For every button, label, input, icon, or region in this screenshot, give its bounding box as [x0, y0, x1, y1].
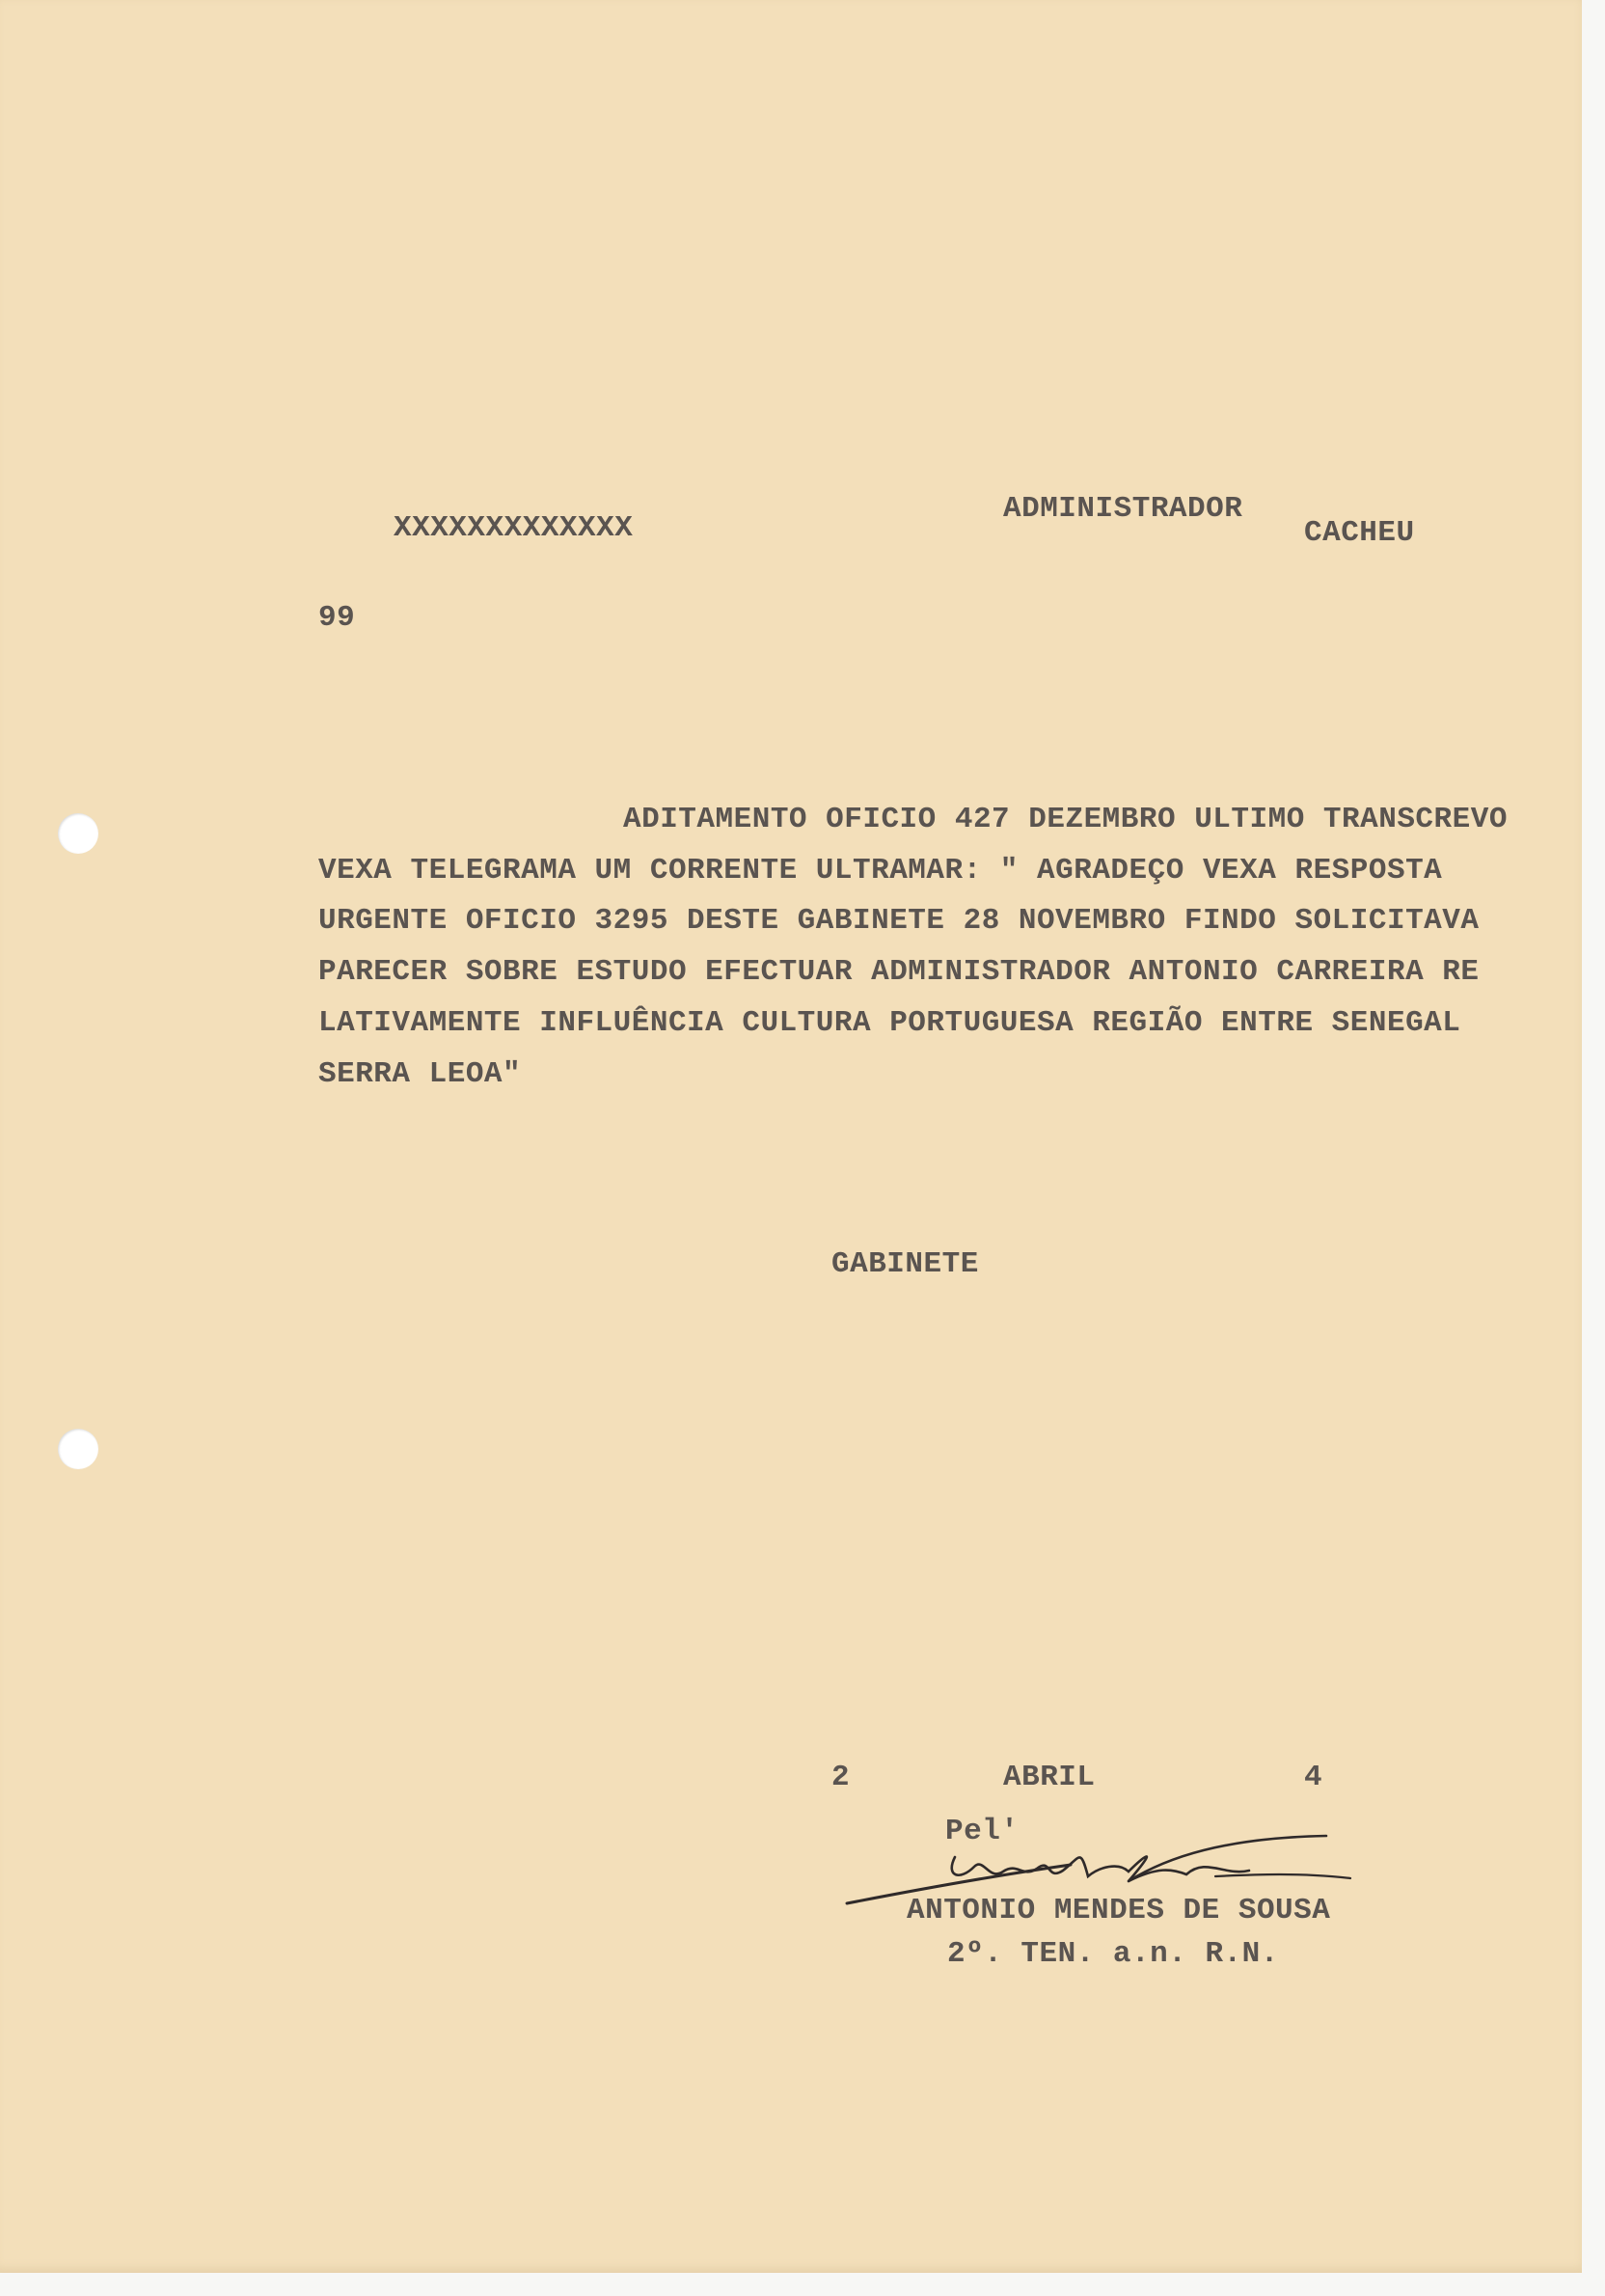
body-line: VEXA TELEGRAMA UM CORRENTE ULTRAMAR: " AGRADEÇO VEXA RESPOSTA	[318, 854, 1443, 888]
signature-prefix: Pel'	[945, 1815, 1020, 1848]
recipient: ADMINISTRADOR	[1003, 492, 1243, 526]
punch-hole-lower	[58, 1429, 98, 1469]
body-line: SERRA LEOA"	[318, 1057, 522, 1091]
page-margin-right	[1582, 0, 1605, 2296]
signatory-rank: 2º. TEN. a.n. R.N.	[947, 1937, 1279, 1971]
office-name: GABINETE	[831, 1247, 979, 1281]
punch-hole-upper	[58, 813, 98, 854]
date-year: 4	[1304, 1761, 1323, 1794]
body-line: LATIVAMENTE INFLUÊNCIA CULTURA PORTUGUESA REGIÃO ENTRE SENEGAL	[318, 1006, 1461, 1040]
location: CACHEU	[1304, 516, 1415, 550]
document-number: 99	[318, 601, 356, 635]
struck-addressee: XXXXXXXXXXXXX	[394, 511, 634, 545]
signatory-name: ANTONIO MENDES DE SOUSA	[907, 1894, 1331, 1927]
date-day: 2	[831, 1761, 851, 1794]
date-month: ABRIL	[1003, 1761, 1096, 1794]
page-margin-bottom	[0, 2273, 1605, 2296]
body-line: ADITAMENTO OFICIO 427 DEZEMBRO ULTIMO TRANSCREVO	[623, 803, 1508, 836]
body-line: URGENTE OFICIO 3295 DESTE GABINETE 28 NOVEMBRO FINDO SOLICITAVA	[318, 904, 1480, 938]
body-line: PARECER SOBRE ESTUDO EFECTUAR ADMINISTRADOR ANTONIO CARREIRA RE	[318, 955, 1480, 989]
